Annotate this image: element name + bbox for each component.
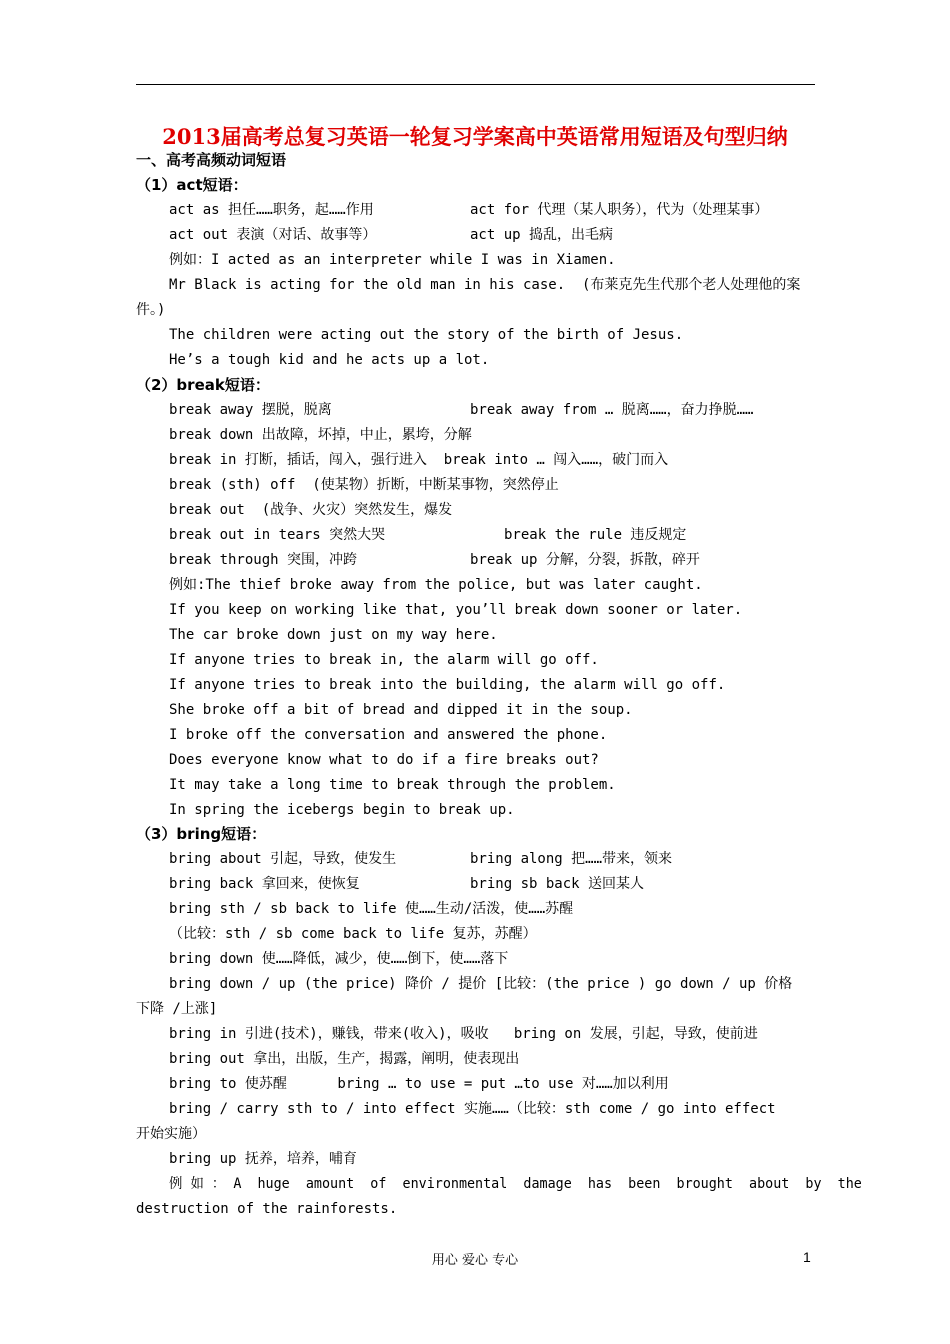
example-sentence: I broke off the conversation and answered the phone. bbox=[169, 727, 608, 743]
example-sentence: 例 如 ： A huge amount of environmental damage has been brought about by the bbox=[169, 1176, 862, 1192]
phrase-bring-in: bring in 引进(技术)，赚钱，带来(收入)，吸收 bring on 发展，引起，导致，使前进 bbox=[169, 1026, 758, 1042]
phrase-break-down: break down 出故障，坏掉，中止，累垮，分解 bbox=[169, 427, 472, 443]
phrase-act-for: act for 代理（某人职务），代为（处理某事） bbox=[470, 202, 769, 218]
phrase-act-out: act out 表演（对话、故事等） bbox=[169, 227, 377, 243]
phrase-break-away-from: break away from … 脱离……，奋力挣脱…… bbox=[470, 402, 754, 418]
phrase-bring-back-to-life: bring sth / sb back to life 使……生动/活泼，使……苏醒 bbox=[169, 901, 574, 917]
phrase-break-out: break out (战争、火灾）突然发生，爆发 bbox=[169, 502, 453, 518]
phrase-bring-back: bring back 拿回来，使恢复 bbox=[169, 876, 360, 892]
example-sentence: 例如：I acted as an interpreter while I was in Xiamen. bbox=[169, 252, 616, 268]
phrase-break-the-rule: break the rule 违反规定 bbox=[504, 527, 687, 543]
phrase-break-up: break up 分解，分裂，拆散，碎开 bbox=[470, 552, 700, 568]
subsection-heading-act: （1）act短语： bbox=[136, 176, 248, 194]
phrase-bring-into-effect: bring / carry sth to / into effect 实施……（比较：sth come / go into effect bbox=[169, 1101, 776, 1117]
document-title: 2013届高考总复习英语一轮复习学案高中英语常用短语及句型归纳 bbox=[162, 124, 788, 149]
phrase-bring-about: bring about 引起，导致，使发生 bbox=[169, 851, 397, 867]
example-sentence: Does everyone know what to do if a fire breaks out? bbox=[169, 752, 599, 768]
example-sentence: She broke off a bit of bread and dipped it in the soup. bbox=[169, 702, 633, 718]
phrase-cont: 下降 /上涨] bbox=[136, 1001, 218, 1017]
header-rule bbox=[136, 84, 815, 85]
page-footer: 用心 爱心 专心 bbox=[431, 1253, 519, 1268]
phrase-bring-sb-back: bring sb back 送回某人 bbox=[470, 876, 645, 892]
example-sentence: If anyone tries to break into the building, the alarm will go off. bbox=[169, 677, 726, 693]
phrase-cont: 开始实施） bbox=[136, 1126, 206, 1142]
example-sentence: The children were acting out the story of the birth of Jesus. bbox=[169, 327, 684, 343]
example-sentence: If you keep on working like that, you’ll break down sooner or later. bbox=[169, 602, 743, 618]
phrase-act-as: act as 担任……职务，起……作用 bbox=[169, 202, 374, 218]
example-sentence: 例如:The thief broke away from the police, but was later caught. bbox=[169, 577, 703, 593]
phrase-bring-to: bring to 使苏醒 bring … to use = put …to use 对……加以利用 bbox=[169, 1076, 669, 1092]
example-sentence: In spring the icebergs begin to break up. bbox=[169, 802, 515, 818]
example-sentence-cont: 件。) bbox=[136, 302, 166, 318]
example-sentence: The car broke down just on my way here. bbox=[169, 627, 498, 643]
phrase-break-off: break (sth) off (使某物）折断，中断某事物，突然停止 bbox=[169, 477, 559, 493]
example-sentence: He’s a tough kid and he acts up a lot. bbox=[169, 352, 490, 368]
subsection-heading-break: （2）break短语： bbox=[136, 376, 270, 394]
phrase-bring-along: bring along 把……带来，领来 bbox=[470, 851, 673, 867]
phrase-break-in: break in 打断，插话，闯入，强行进入 break into … 闯入……，破门而入 bbox=[169, 452, 669, 468]
phrase-act-up: act up 捣乱，出毛病 bbox=[470, 227, 614, 243]
phrase-bring-down: bring down 使……降低，减少，使……倒下，使……落下 bbox=[169, 951, 509, 967]
phrase-bring-down-up-price: bring down / up (the price) 降价 / 提价 [比较：(the price ) go down / up 价格 bbox=[169, 976, 793, 992]
phrase-break-away: break away 摆脱，脱离 bbox=[169, 402, 332, 418]
subsection-heading-bring: （3）bring短语： bbox=[136, 825, 267, 843]
phrase-bring-up: bring up 抚养，培养，哺育 bbox=[169, 1151, 357, 1167]
example-sentence: If anyone tries to break in, the alarm will go off. bbox=[169, 652, 599, 668]
section-heading: 一、高考高频动词短语 bbox=[136, 151, 287, 169]
phrase-bring-out: bring out 拿出，出版，生产，揭露，阐明，使表现出 bbox=[169, 1051, 520, 1067]
phrase-break-through: break through 突围，冲跨 bbox=[169, 552, 358, 568]
phrase-comparison: （比较：sth / sb come back to life 复苏，苏醒） bbox=[169, 926, 537, 942]
example-sentence-cont: destruction of the rainforests. bbox=[136, 1201, 398, 1217]
example-sentence: Mr Black is acting for the old man in his case. (布莱克先生代那个老人处理他的案 bbox=[169, 277, 801, 293]
page-number: 1 bbox=[803, 1249, 811, 1265]
example-sentence: It may take a long time to break through the problem. bbox=[169, 777, 616, 793]
phrase-break-out-in-tears: break out in tears 突然大哭 bbox=[169, 527, 386, 543]
